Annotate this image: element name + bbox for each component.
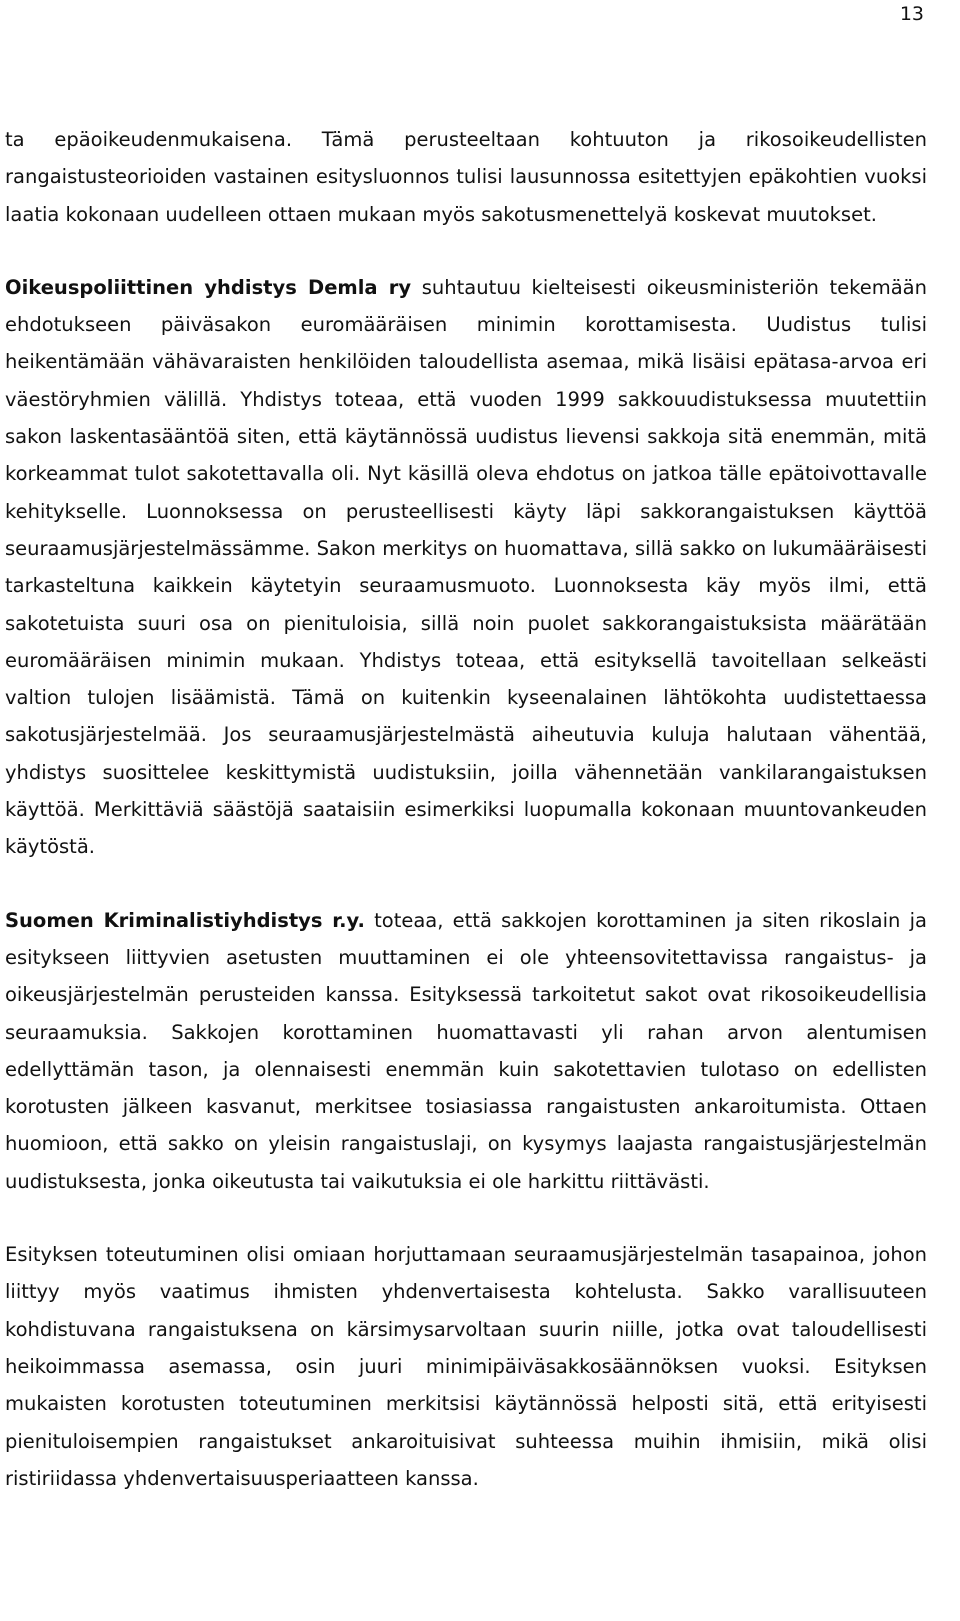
- paragraph-conclusion: [5, 1236, 927, 1497]
- paragraph-text: suhtautuu kielteisesti oikeusministeriön tekemään ehdotukseen päiväsakon euromääräisen minimin korottamisesta. Uudistus tulisi heikentämään vähävaraisten henkilöiden taloudellista asemaa, mikä lisäisi epätasa-arvoa eri väestöryhmien välillä. Yhdistys toteaa, että vuoden 1999 sakkouudistuksessa muutettiin sakon laskentasääntöä siten, että käytännössä uudistus lievensi sakkoja sitä enemmän, mitä korkeammat tulot sakotettavalla oli. Nyt käsillä oleva ehdotus on jatkoa tälle epätoivottavalle kehitykselle. Luonnoksessa on perusteellisesti käyty läpi sakkorangaistuksen käyttöä seuraamusjärjestelmässämme. Sakon merkitys on huomattava, sillä sakko on lukumääräisesti tarkasteltuna kaikkein käytetyin seuraamusmuoto. Luonnoksesta käy myös ilmi, että sakotetuista suuri osa on pienituloisia, sillä noin puolet sakkorangaistuksista määrätään euromääräisen minimin mukaan. Yhdistys toteaa, että esityksellä tavoitellaan selkeästi valtion tulojen lisäämistä. Tämä on kuitenkin kyseenalainen lähtökohta uudistettaessa sakotusjärjestelmää. Jos seuraamusjärjestelmästä aiheutuvia kuluja halutaan vähentää, yhdistys suosittelee keskittymistä uudistuksiin, joilla vähennetään vankilarangaistuksen käyttöä. Merkittäviä säästöjä saataisiin esimerkiksi luopumalla kokonaan muuntovankeuden käytöstä.: [5, 275, 927, 859]
- paragraph-text: toteaa, että sakkojen korottaminen ja siten rikoslain ja esitykseen liittyvien asetusten muuttaminen ei ole yhteensovitettavissa rangaistus- ja oikeusjärjestelmän perusteiden kanssa. Esityksessä tarkoitetut sakot ovat rikosoikeudellisia seuraamuksia. Sakkojen korottaminen huomattavasti yli rahan arvon alentumisen edellyttämän tason, ja olennaisesti enemmän kuin sakotettavien tulotaso on edellisten korotusten jälkeen kasvanut, merkitsee tosiasiassa rangaistusten ankaroitumista. Ottaen huomioon, että sakko on yleisin rangaistuslaji, on kysymys laajasta rangaistusjärjestelmän uudistuksesta, jonka oikeutusta tai vaikutuksia ei ole harkittu riittävästi.: [5, 908, 927, 1193]
- paragraph-continuation: [5, 121, 927, 233]
- paragraph-kriminalistiyhdistys: [5, 902, 927, 1200]
- document-body: [5, 121, 927, 1497]
- paragraph-text: Esityksen toteutuminen olisi omiaan horjuttamaan seuraamusjärjestelmän tasapainoa, johon liittyy myös vaatimus ihmisten yhdenvertaisesta kohtelusta. Sakko varallisuuteen kohdistuvana rangaistuksena on kärsimysarvoltaan suurin niille, jotka ovat taloudellisesti heikoimmassa asemassa, osin juuri minimipäiväsakkosäännöksen vuoksi. Esityksen mukaisten korotusten toteutuminen merkitsisi käytännössä helposti sitä, että erityisesti pienituloisempien rangaistukset ankaroituisivat suhteessa muihin ihmisiin, mikä olisi ristiriidassa yhdenvertaisuusperiaatteen kanssa.: [5, 1243, 927, 1490]
- paragraph-text: ta epäoikeudenmukaisena. Tämä perusteeltaan kohtuuton ja rikosoikeudellisten rangaistusteorioiden vastainen esitysluonnos tulisi lausunnossa esitettyjen epäkohtien vuoksi laatia kokonaan uudelleen ottaen mukaan myös sakotusmenettelyä koskevat muutokset.: [5, 128, 927, 226]
- page-number: 13: [899, 3, 924, 25]
- organization-name: Oikeuspoliittinen yhdistys Demla ry: [5, 275, 412, 299]
- organization-name: Suomen Kriminalistiyhdistys r.y.: [5, 908, 365, 932]
- paragraph-demla: [5, 269, 927, 866]
